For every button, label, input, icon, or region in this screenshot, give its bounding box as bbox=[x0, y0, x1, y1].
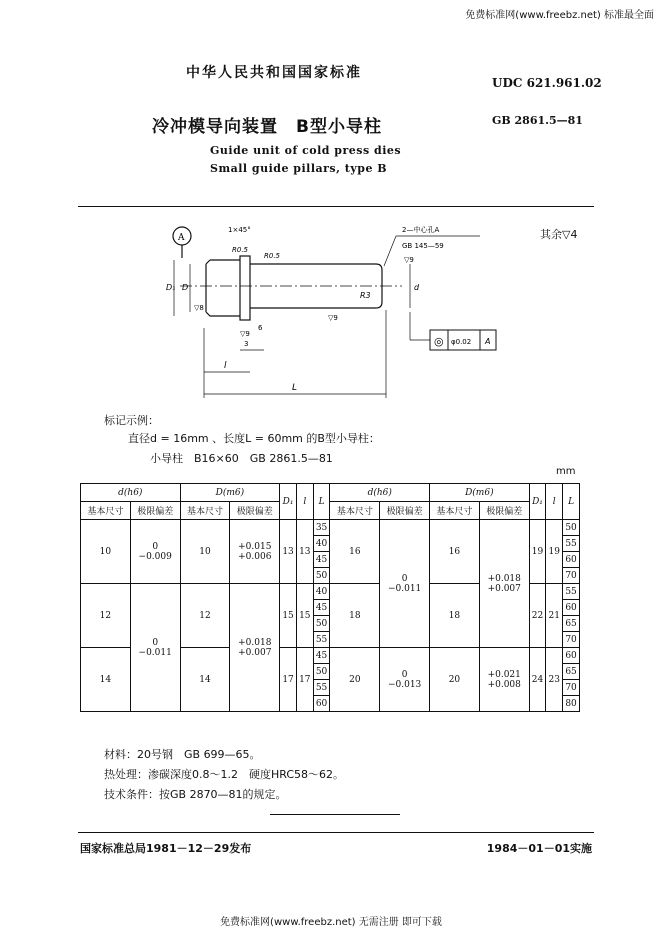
material-note: 材料：20号钢 GB 699—65。 bbox=[104, 748, 261, 761]
example-line2: 小导柱 B16×60 GB 2861.5—81 bbox=[150, 452, 333, 465]
groove bbox=[240, 256, 250, 320]
heat-note: 热处理：渗碳深度0.8～1.2 硬度HRC58～62。 bbox=[104, 768, 345, 781]
sub-dev: 极限偏差 bbox=[380, 502, 430, 520]
sub-base: 基本尺寸 bbox=[81, 502, 131, 520]
roughness-9-right: ▽9 bbox=[404, 256, 414, 264]
cell: 15 bbox=[280, 584, 297, 648]
cell: 12 bbox=[81, 584, 131, 648]
cell: +0.018 +0.007 bbox=[230, 584, 280, 712]
cell: 16 bbox=[330, 520, 380, 584]
cell: 60 bbox=[563, 552, 580, 568]
col-d-r: d(h6) bbox=[330, 484, 430, 502]
cell: 45 bbox=[313, 552, 330, 568]
col-L: L bbox=[313, 484, 330, 520]
cell: 50 bbox=[313, 616, 330, 632]
chamfer-label: 1×45° bbox=[228, 226, 251, 234]
dim-L: L bbox=[292, 383, 298, 393]
radius-b: R0.5 bbox=[264, 252, 280, 260]
cell: 14 bbox=[81, 648, 131, 712]
cell: 21 bbox=[546, 584, 563, 648]
standard-number: GB 2861.5—81 bbox=[492, 114, 583, 127]
issuing-org: 中华人民共和国国家标准 bbox=[186, 65, 362, 81]
header-rule bbox=[78, 206, 594, 207]
cell: 45 bbox=[313, 648, 330, 664]
cell: 19 bbox=[546, 520, 563, 584]
r3-label: R3 bbox=[360, 291, 371, 300]
cell: 70 bbox=[563, 680, 580, 696]
tolerance-value: φ0.02 bbox=[451, 338, 472, 346]
cell: 13 bbox=[296, 520, 313, 584]
watermark-top: 免费标准网(www.freebz.net) 标准最全面 bbox=[465, 10, 654, 21]
radius-a: R0.5 bbox=[232, 246, 248, 254]
tech-note: 技术条件：按GB 2870—81的规定。 bbox=[104, 788, 287, 801]
cell: 40 bbox=[313, 536, 330, 552]
dim-6: 6 bbox=[258, 324, 263, 332]
cell: 45 bbox=[313, 600, 330, 616]
udc-code: UDC 621.961.02 bbox=[492, 76, 602, 90]
tolerance-ref: A bbox=[485, 337, 491, 346]
roughness-9-left: ▽9 bbox=[240, 330, 250, 338]
page-title: 冷冲模导向装置 B型小导柱 bbox=[152, 117, 382, 137]
d-label: d bbox=[414, 283, 420, 292]
cell: 0 −0.011 bbox=[130, 584, 180, 712]
col-D: D(m6) bbox=[180, 484, 280, 502]
col-L-r: L bbox=[563, 484, 580, 520]
end-rule bbox=[270, 814, 400, 815]
col-D1: D₁ bbox=[280, 484, 297, 520]
sub-dev: 极限偏差 bbox=[130, 502, 180, 520]
center-hole: 2—中心孔A bbox=[402, 226, 440, 234]
cell: 65 bbox=[563, 664, 580, 680]
cell: 70 bbox=[563, 568, 580, 584]
watermark-bottom: 免费标准网(www.freebz.net) 无需注册 即可下载 bbox=[220, 917, 442, 928]
cell: 40 bbox=[313, 584, 330, 600]
cell: 13 bbox=[280, 520, 297, 584]
cell: 16 bbox=[430, 520, 480, 584]
cell: 0 −0.009 bbox=[130, 520, 180, 584]
issue-date: 国家标准总局1981－12－29发布 bbox=[80, 842, 252, 855]
cell: 12 bbox=[180, 584, 230, 648]
cell: 15 bbox=[296, 584, 313, 648]
cell: 10 bbox=[180, 520, 230, 584]
roughness-8: ▽8 bbox=[194, 304, 204, 312]
cell: +0.015 +0.006 bbox=[230, 520, 280, 584]
cell: 70 bbox=[563, 632, 580, 648]
unit-label: mm bbox=[556, 466, 576, 477]
col-d: d(h6) bbox=[81, 484, 181, 502]
cell: 18 bbox=[330, 584, 380, 648]
cell: 10 bbox=[81, 520, 131, 584]
cell: 55 bbox=[563, 536, 580, 552]
cell: 19 bbox=[529, 520, 546, 584]
col-l: l bbox=[296, 484, 313, 520]
dim-l: l bbox=[224, 361, 227, 371]
sub-dev: 极限偏差 bbox=[479, 502, 529, 520]
sub-dev: 极限偏差 bbox=[230, 502, 280, 520]
cell: 18 bbox=[430, 584, 480, 648]
concentricity-icon: ◎ bbox=[434, 335, 444, 348]
center-hole-std: GB 145—59 bbox=[402, 242, 444, 250]
cell: 60 bbox=[563, 648, 580, 664]
example-line1: 直径d = 16mm 、长度L = 60mm 的B型小导柱： bbox=[128, 432, 380, 445]
cell: 50 bbox=[313, 664, 330, 680]
cell: 55 bbox=[313, 680, 330, 696]
sub-base: 基本尺寸 bbox=[180, 502, 230, 520]
dim-3: 3 bbox=[244, 340, 249, 348]
cell: 50 bbox=[563, 520, 580, 536]
cell: 60 bbox=[563, 600, 580, 616]
D-label: D bbox=[182, 283, 189, 292]
cell: 60 bbox=[313, 696, 330, 712]
col-D-r: D(m6) bbox=[430, 484, 530, 502]
sub-base: 基本尺寸 bbox=[330, 502, 380, 520]
example-heading: 标记示例： bbox=[104, 414, 159, 427]
cell: 0 −0.011 bbox=[380, 520, 430, 648]
cell: 55 bbox=[563, 584, 580, 600]
pillar-drawing bbox=[140, 218, 500, 408]
cell: 55 bbox=[313, 632, 330, 648]
sub-base: 基本尺寸 bbox=[430, 502, 480, 520]
effective-date: 1984－01－01实施 bbox=[486, 842, 592, 855]
cell: 35 bbox=[313, 520, 330, 536]
col-l-r: l bbox=[546, 484, 563, 520]
cell: 0 −0.013 bbox=[380, 648, 430, 712]
col-D1-r: D₁ bbox=[529, 484, 546, 520]
english-title-2: Small guide pillars, type B bbox=[210, 162, 388, 175]
cell: 22 bbox=[529, 584, 546, 648]
table-row bbox=[81, 520, 580, 536]
d1-label: D₁ bbox=[166, 283, 176, 292]
dimension-table bbox=[80, 483, 580, 712]
roughness-9-bottom: ▽9 bbox=[328, 314, 338, 322]
cell: +0.021 +0.008 bbox=[479, 648, 529, 712]
english-title-1: Guide unit of cold press dies bbox=[210, 144, 402, 157]
cell: 65 bbox=[563, 616, 580, 632]
cell: 20 bbox=[430, 648, 480, 712]
cell: 50 bbox=[313, 568, 330, 584]
roughness-rest: 其余▽4 bbox=[540, 228, 578, 241]
cell: 24 bbox=[529, 648, 546, 712]
cell: +0.018 +0.007 bbox=[479, 520, 529, 648]
footer-rule bbox=[78, 832, 594, 833]
cell: 23 bbox=[546, 648, 563, 712]
cell: 20 bbox=[330, 648, 380, 712]
cell: 14 bbox=[180, 648, 230, 712]
cell: 80 bbox=[563, 696, 580, 712]
cell: 17 bbox=[296, 648, 313, 712]
datum-label: A bbox=[178, 233, 185, 243]
cell: 17 bbox=[280, 648, 297, 712]
